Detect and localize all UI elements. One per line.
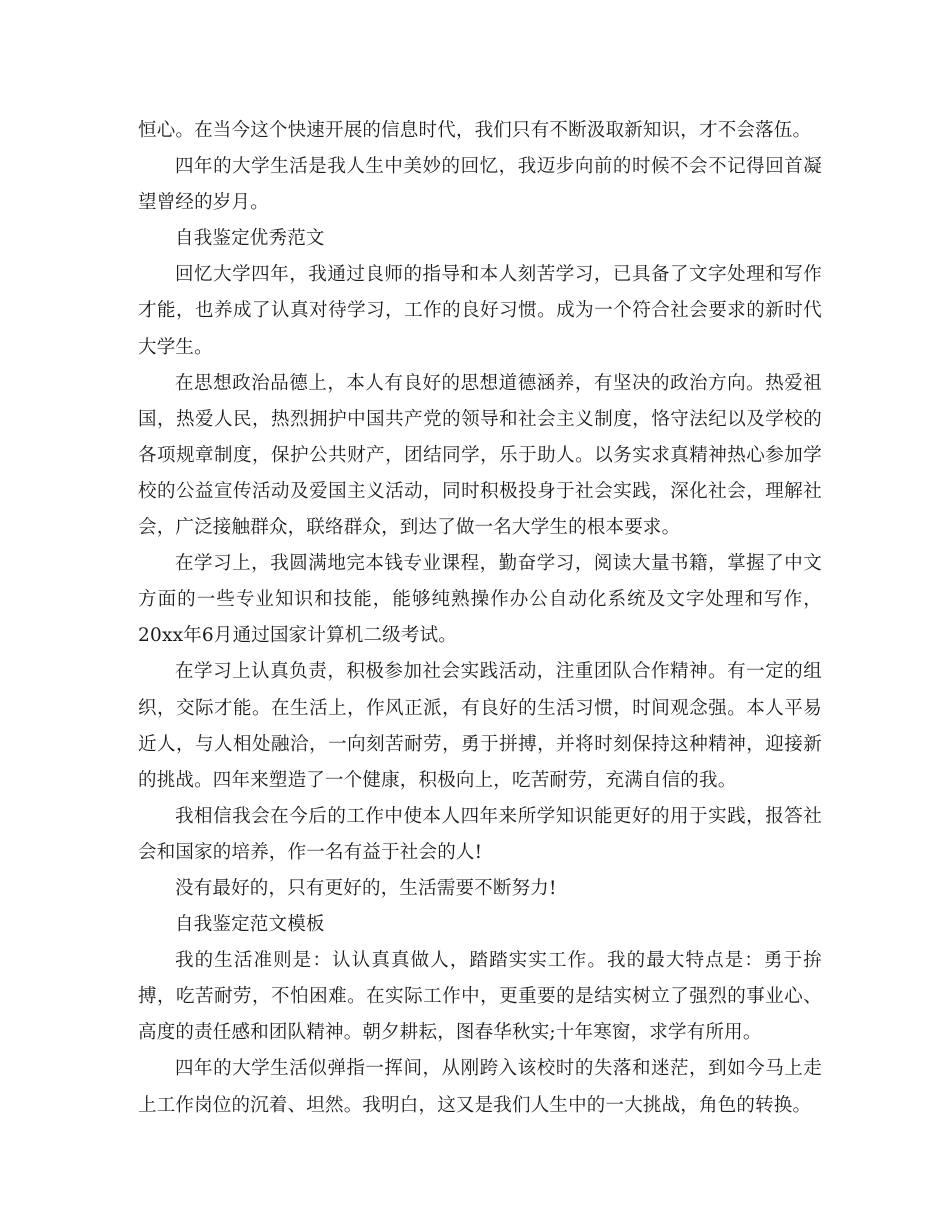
paragraph: 四年的大学生活似弹指一挥间，从刚跨入该校时的失落和迷茫，到如今马上走上工作岗位的沉着、坦然。我明白，这又是我们人生中的一大挑战，角色的转换。 — [138, 1058, 822, 1116]
paragraph: 回忆大学四年，我通过良师的指导和本人刻苦学习，已具备了文字处理和写作才能，也养成了认真对待学习，工作的良好习惯。成为一个符合社会要求的新时代大学生。 — [138, 264, 822, 358]
paragraph: 恒心。在当今这个快速开展的信息时代，我们只有不断汲取新知识，才不会落伍。 — [138, 120, 812, 141]
section-heading: 自我鉴定范文模板 — [175, 914, 325, 936]
paragraph: 四年的大学生活是我人生中美妙的回忆，我迈步向前的时候不会不记得回首凝望曾经的岁月。 — [138, 156, 822, 214]
paragraph: 我相信我会在今后的工作中使本人四年来所学知识能更好的用于实践，报答社会和国家的培养，作一名有益于社会的人! — [138, 805, 822, 863]
document-body — [138, 113, 822, 1124]
paragraph: 在学习上认真负责，积极参加社会实践活动，注重团队合作精神。有一定的组织，交际才能。在生活上，作风正派，有良好的生活习惯，时间观念强。本人平易近人，与人相处融洽，一向刻苦耐劳，勇于拼搏，并将时刻保持这种精神，迎接新的挑战。四年来塑造了一个健康，积极向上，吃苦耐劳，充满自信的我。 — [138, 661, 822, 791]
paragraph: 没有最好的，只有更好的，生活需要不断努力! — [175, 877, 557, 899]
section-heading: 自我鉴定优秀范文 — [175, 228, 325, 250]
paragraph: 我的生活准则是：认认真真做人，踏踏实实工作。我的最大特点是：勇于拚搏，吃苦耐劳，不怕困难。在实际工作中，更重要的是结实树立了强烈的事业心、高度的责任感和团队精神。朝夕耕耘，图春华秋实;十年寒窗，求学有所用。 — [138, 950, 822, 1044]
paragraph: 在学习上，我圆满地完本钱专业课程，勤奋学习，阅读大量书籍，掌握了中文方面的一些专业知识和技能，能够纯熟操作办公自动化系统及文字处理和写作，20xx年6月通过国家计算机二级考试。 — [138, 553, 822, 647]
paragraph: 在思想政治品德上，本人有良好的思想道德涵养，有坚决的政治方向。热爱祖国，热爱人民，热烈拥护中国共产党的领导和社会主义制度，恪守法纪以及学校的各项规章制度，保护公共财产，团结同学，乐于助人。以务实求真精神热心参加学校的公益宣传活动及爱国主义活动，同时积极投身于社会实践，深化社会，理解社会，广泛接触群众，联络群众，到达了做一名大学生的根本要求。 — [138, 372, 822, 539]
